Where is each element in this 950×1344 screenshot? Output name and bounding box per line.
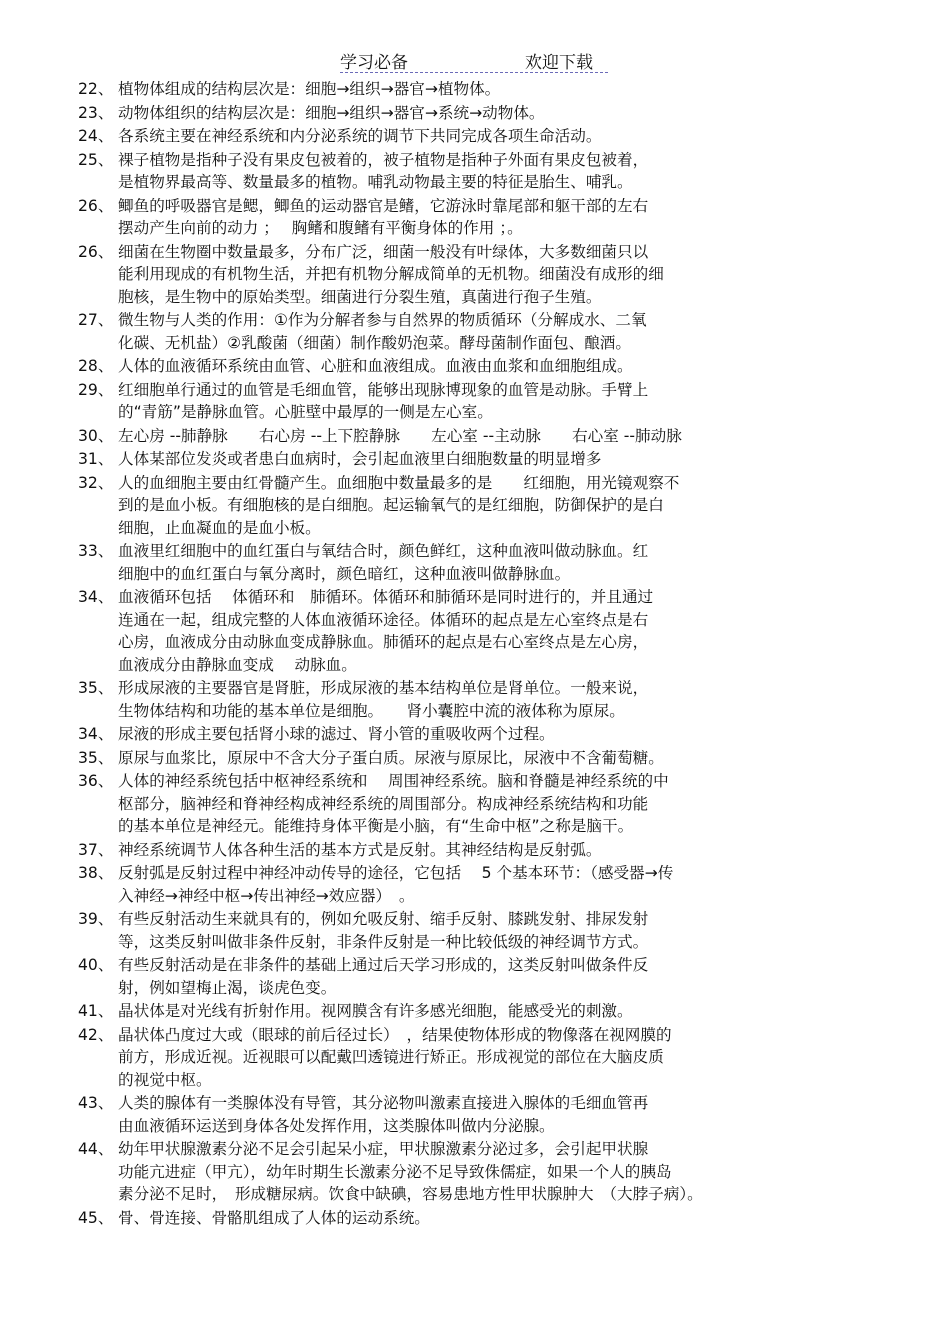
text-line: 原尿与血浆比，原尿中不含大分子蛋白质。尿液与原尿比，尿液中不含葡萄糖。 [118, 748, 664, 767]
item-number: 23、 [78, 103, 114, 122]
item-text [118, 540, 908, 585]
text-line: 是植物界最高等、数量最多的植物。哺乳动物最主要的特征是胎生、哺乳。 [118, 173, 633, 191]
item-number: 41、 [78, 1002, 114, 1020]
list-item [78, 355, 908, 378]
item-text [118, 908, 908, 953]
text-line: 鲫鱼的呼吸器官是鳃，鲫鱼的运动器官是鳍，它游泳时靠尾部和躯干部的左右 [118, 196, 649, 215]
text-line: 幼年甲状腺激素分泌不足会引起呆小症，甲状腺激素分泌过多，会引起甲状腺 [118, 1140, 649, 1158]
text-line: 血液循环包括 体循环和 肺循环。体循环和肺循环是同时进行的，并且通过 [118, 588, 654, 606]
text-line: 人的血细胞主要由红骨髓产生。血细胞中数量最多的是 红细胞，用光镜观察不 [118, 473, 680, 492]
text-line: 摆动产生向前的动力 ； 胸鳍和腹鳍有平衡身体的作用 ；。 [118, 219, 523, 237]
item-number: 24、 [78, 127, 114, 145]
item-text [118, 677, 908, 722]
text-line: 动物体组织的结构层次是：细胞→组织→器官→系统→动物体。 [118, 103, 545, 122]
list-item [78, 1207, 908, 1230]
list-item [78, 954, 908, 999]
list-item [78, 309, 908, 354]
item-text [118, 379, 908, 424]
text-line: 形成尿液的主要器官是肾脏，形成尿液的基本结构单位是肾单位。一般来说， [118, 679, 649, 697]
item-text [118, 125, 908, 148]
item-number: 34、 [78, 725, 114, 743]
list-item [78, 102, 908, 125]
text-line: 素分泌不足时， 形成糖尿病。饮食中缺碘，容易患地方性甲状腺肿大 （大脖子病）。 [118, 1185, 703, 1203]
item-number: 43、 [78, 1094, 114, 1112]
item-text [118, 78, 908, 101]
text-line: 左心房 --肺静脉 右心房 --上下腔静脉 左心室 --主动脉 右心室 --肺动脉 [118, 426, 682, 445]
list-item [78, 78, 908, 101]
item-number: 26、 [78, 242, 114, 261]
list-item [78, 862, 908, 907]
list-item [78, 241, 908, 309]
text-line: 到的是血小板。有细胞核的是白细胞。起运输氧气的是红细胞，防御保护的是白 [118, 496, 664, 514]
item-text [118, 1024, 908, 1092]
header-divider [340, 72, 608, 73]
item-text [118, 954, 908, 999]
text-line: 能利用现成的有机物生活，并把有机物分解成简单的无机物。细菌没有成形的细 [118, 265, 664, 283]
item-text [118, 309, 908, 354]
text-line: 入神经→神经中枢→传出神经→效应器） 。 [118, 886, 415, 905]
text-line: 人类的腺体有一类腺体没有导管，其分泌物叫激素直接进入腺体的毛细血管再 [118, 1094, 649, 1112]
item-number: 35、 [78, 679, 114, 697]
item-text [118, 448, 908, 471]
list-item [78, 723, 908, 746]
text-line: 各系统主要在神经系统和内分泌系统的调节下共同完成各项生命活动。 [118, 127, 602, 145]
item-number: 45、 [78, 1208, 114, 1227]
item-number: 32、 [78, 473, 114, 492]
item-text [118, 723, 908, 746]
text-line: 功能亢进症（甲亢），幼年时期生长激素分泌不足导致侏儒症，如果一个人的胰岛 [118, 1162, 672, 1181]
item-number: 38、 [78, 864, 114, 882]
list-item [78, 1000, 908, 1023]
item-text [118, 770, 908, 838]
text-line: 由血液循环运送到身体各处发挥作用，这类腺体叫做内分泌腺。 [118, 1116, 555, 1135]
text-line: 微生物与人类的作用：①作为分解者参与自然界的物质循环（分解成水、二氧 [118, 311, 647, 329]
list-item [78, 425, 908, 448]
list-item [78, 472, 908, 540]
text-line: 尿液的形成主要包括肾小球的滤过、肾小管的重吸收两个过程。 [118, 725, 555, 743]
text-line: 的“青筋”是静脉血管。心脏壁中最厚的一侧是左心室。 [118, 403, 493, 421]
item-text [118, 355, 908, 378]
list-item [78, 1024, 908, 1092]
item-text [118, 586, 908, 676]
text-line: 的基本单位是神经元。能维持身体平衡是小脑，有“生命中枢”之称是脑干。 [118, 817, 634, 835]
item-number: 27、 [78, 311, 114, 329]
text-line: 连通在一起，组成完整的人体血液循环途径。体循环的起点是左心室终点是右 [118, 610, 649, 629]
text-line: 血液里红细胞中的血红蛋白与氧结合时，颜色鲜红，这种血液叫做动脉血。红 [118, 542, 649, 560]
text-line: 晶状体凸度过大或（眼球的前后径过长） ，结果使物体形成的物像落在视网膜的 [118, 1025, 672, 1044]
text-line: 红细胞单行通过的血管是毛细血管，能够出现脉博现象的血管是动脉。手臂上 [118, 380, 649, 399]
list-item [78, 195, 908, 240]
item-text [118, 472, 908, 540]
text-line: 的视觉中枢。 [118, 1070, 212, 1089]
item-text [118, 102, 908, 125]
text-line: 人体的神经系统包括中枢神经系统和 周围神经系统。脑和脊髓是神经系统的中 [118, 772, 669, 790]
list-item [78, 747, 908, 770]
list-item [78, 540, 908, 585]
item-text [118, 747, 908, 770]
text-line: 晶状体是对光线有折射作用。视网膜含有许多感光细胞，能感受光的刺激。 [118, 1002, 633, 1020]
text-line: 胞核，是生物中的原始类型。细菌进行分裂生殖，真菌进行孢子生殖。 [118, 287, 602, 306]
item-number: 35、 [78, 748, 114, 767]
item-text [118, 1138, 908, 1206]
list-item [78, 448, 908, 471]
list-item [78, 586, 908, 676]
text-line: 等，这类反射叫做非条件反射，非条件反射是一种比较低级的神经调节方式。 [118, 932, 649, 951]
text-line: 细胞中的血红蛋白与氧分离时，颜色暗红，这种血液叫做静脉血。 [118, 564, 571, 583]
text-line: 有些反射活动生来就具有的，例如允吸反射、缩手反射、膝跳发射、排尿发射 [118, 910, 649, 928]
item-number: 28、 [78, 357, 114, 375]
list-item [78, 770, 908, 838]
list-item [78, 677, 908, 722]
item-text [118, 839, 908, 862]
list-item [78, 1092, 908, 1137]
item-number: 25、 [78, 150, 114, 169]
item-number: 42、 [78, 1025, 114, 1044]
item-number: 29、 [78, 380, 114, 399]
list-item [78, 379, 908, 424]
item-number: 33、 [78, 542, 114, 560]
item-text [118, 1000, 908, 1023]
item-number: 36、 [78, 772, 114, 790]
text-line: 神经系统调节人体各种生活的基本方式是反射。其神经结构是反射弧。 [118, 840, 602, 859]
item-number: 44、 [78, 1140, 114, 1158]
text-line: 生物体结构和功能的基本单位是细胞。 肾小囊腔中流的液体称为原尿。 [118, 701, 625, 720]
text-line: 血液成分由静脉血变成 动脉血。 [118, 655, 357, 674]
document-body [78, 78, 908, 1230]
text-line: 枢部分，脑神经和脊神经构成神经系统的周围部分。构成神经系统结构和功能 [118, 794, 649, 813]
text-line: 细菌在生物圈中数量最多，分布广泛，细菌一般没有叶绿体，大多数细菌只以 [118, 242, 649, 261]
page-header [0, 48, 950, 74]
item-text [118, 1207, 908, 1230]
text-line: 心房，血液成分由动脉血变成静脉血。肺循环的起点是右心室终点是左心房， [118, 633, 649, 651]
item-text [118, 425, 908, 448]
text-line: 前方，形成近视。近视眼可以配戴凹透镜进行矫正。形成视觉的部位在大脑皮质 [118, 1048, 664, 1066]
item-text [118, 241, 908, 309]
item-number: 34、 [78, 588, 114, 606]
text-line: 人体的血液循环系统由血管、心脏和血液组成。血液由血浆和血细胞组成。 [118, 357, 633, 375]
text-line: 细胞，止血凝血的是血小板。 [118, 518, 321, 537]
list-item [78, 125, 908, 148]
text-line: 裸子植物是指种子没有果皮包被着的，被子植物是指种子外面有果皮包被着， [118, 150, 649, 169]
item-number: 40、 [78, 956, 114, 974]
list-item [78, 149, 908, 194]
item-number: 30、 [78, 426, 114, 445]
header-left-text: 学习必备 [340, 53, 408, 73]
text-line: 植物体组成的结构层次是：细胞→组织→器官→植物体。 [118, 80, 501, 98]
list-item [78, 839, 908, 862]
item-number: 26、 [78, 196, 114, 215]
item-text [118, 149, 908, 194]
text-line: 有些反射活动是在非条件的基础上通过后天学习形成的，这类反射叫做条件反 [118, 956, 649, 974]
list-item [78, 1138, 908, 1206]
text-line: 反射弧是反射过程中神经冲动传导的途径，它包括 5 个基本环节：（感受器→传 [118, 864, 674, 882]
item-number: 37、 [78, 840, 114, 859]
item-text [118, 1092, 908, 1137]
header-right-text: 欢迎下载 [525, 53, 593, 73]
list-item [78, 908, 908, 953]
text-line: 骨、骨连接、骨骼肌组成了人体的运动系统。 [118, 1208, 430, 1227]
text-line: 化碳、无机盐）②乳酸菌（细菌）制作酸奶泡菜。酵母菌制作面包、酿酒。 [118, 333, 631, 352]
text-line: 人体某部位发炎或者患白血病时，会引起血液里白细胞数量的明显增多 [118, 450, 602, 468]
item-number: 22、 [78, 80, 114, 98]
item-text [118, 862, 908, 907]
item-text [118, 195, 908, 240]
item-number: 39、 [78, 910, 114, 928]
item-number: 31、 [78, 450, 114, 468]
text-line: 射，例如望梅止渴，谈虎色变。 [118, 978, 337, 997]
